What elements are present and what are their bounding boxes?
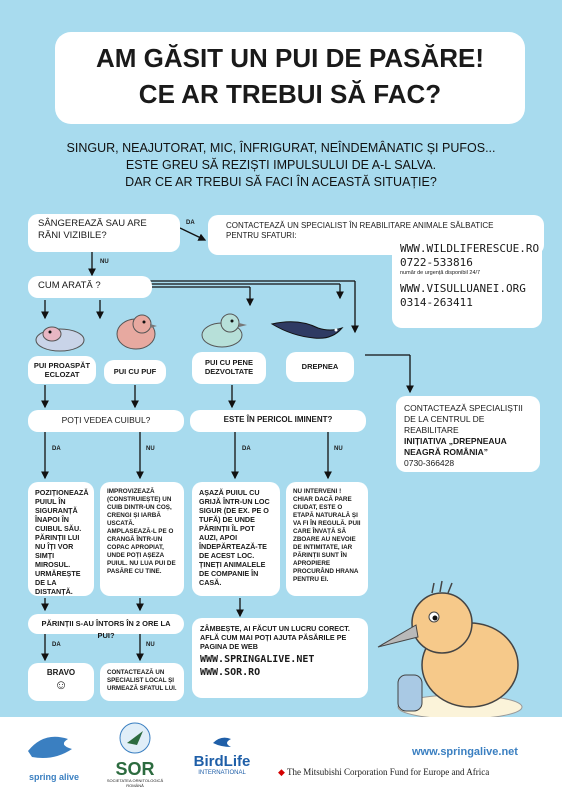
contact-web-2[interactable]: WWW.VISULLUANEI.ORG <box>400 282 526 295</box>
swift-contact-box <box>396 396 540 472</box>
springalive-url[interactable]: www.springalive.net <box>412 746 518 758</box>
danger-no-box <box>286 482 368 596</box>
answer-nu-bleeding: NU <box>100 259 109 265</box>
hatchling-picture <box>30 318 90 354</box>
contact-phone-1: 0722-533816 <box>400 256 473 269</box>
title-box <box>55 32 525 124</box>
springalive-logo[interactable] <box>24 727 84 787</box>
danger-no-text: CHIAR DACĂ PARE CIUDAT, ESTE O ETAPĂ NATURALĂ ȘI VA FI ÎN REGULĂ. PUII CARE ÎNVAȚĂ SĂ ZBOARE AU NEVOIE DE INTIMITATE, IAR PĂRINȚII SUNT ÎN APROPIERE PROCURÂND HRANA PENTRU EI. <box>293 496 361 583</box>
fluffy-chick-picture <box>110 308 162 354</box>
springalive-label: spring alive <box>28 772 80 782</box>
intro-line-2: ESTE GREU SĂ REZIȘTI IMPULSULUI DE A-L SALVA. <box>125 158 437 172</box>
birdlife-logo[interactable] <box>192 733 252 793</box>
swift-phone: 0730-366428 <box>404 458 455 468</box>
mitsubishi-icon: ◆ <box>278 767 285 777</box>
mitsubishi-credit <box>278 767 562 778</box>
answer-nu-parents: NU <box>146 642 155 648</box>
contact-web-1[interactable]: WWW.WILDLIFERESCUE.RO <box>400 242 540 255</box>
swift-contact-line: CONTACTEAZĂ SPECIALIȘTII DE LA CENTRUL DE REABILITARE <box>404 403 523 435</box>
type-hatchling: PUI PROASPĂT ECLOZAT <box>28 356 96 384</box>
bird-illustration <box>360 575 560 720</box>
danger-no-title: NU INTERVENI ! <box>293 488 342 495</box>
parents-no-box: CONTACTEAZĂ UN SPECIALIST LOCAL ȘI URMEAZĂ SFATUL LUI. <box>100 663 184 701</box>
type-swift: DREPNEA <box>286 352 354 382</box>
answer-nu-danger: NU <box>334 446 343 452</box>
smile-text: ZÂMBEȘTE, AI FĂCUT UN LUCRU CORECT. AFLĂ CUM MAI POȚI AJUTA PĂSĂRILE PE PAGINA DE WEB <box>200 624 350 651</box>
answer-nu-nest: NU <box>146 446 155 452</box>
sor-label: SOR <box>115 759 155 779</box>
contact-text: CONTACTEAZĂ UN SPECIALIST ÎN REABILITARE ANIMALE SĂLBATICE PENTRU SFATURI: <box>226 221 494 240</box>
title-line-2: CE AR TREBUI SĂ FAC? <box>138 79 442 109</box>
answer-da-parents: DA <box>52 642 61 648</box>
type-feathered: PUI CU PENE DEZVOLTATE <box>192 352 266 384</box>
mitsubishi-text: The Mitsubishi Corporation Fund for Europe and Africa <box>287 767 490 777</box>
swift-picture <box>268 310 348 350</box>
intro-line-1: SINGUR, NEAJUTORAT, MIC, ÎNFRIGURAT, NEÎNDEMÂNATIC ȘI PUFOS... <box>66 141 496 155</box>
feathered-chick-picture <box>196 305 250 351</box>
title-line-1: AM GĂSIT UN PUI DE PASĂRE! <box>95 43 485 73</box>
nest-no-box: IMPROVIZEAZĂ (CONSTRUIEȘTE) UN CUIB DINTR-UN COȘ, CRENGI ȘI IARBĂ USCATĂ. AMPLASEAZĂ-L PE O CRANGĂ ÎNTR-UN COPAC APROPIAT, UNDE POȚI AȘEZA PUIUL. NU LUA PUI DE PASĂRE CU TINE. <box>100 482 184 596</box>
question-parents: PĂRINȚII S-AU ÎNTORS ÎN 2 ORE LA PUI? <box>28 614 184 634</box>
bravo-box <box>28 663 94 701</box>
type-fluffy: PUI CU PUF <box>104 360 166 384</box>
footer <box>0 717 562 800</box>
smile-box <box>192 618 368 698</box>
intro-text <box>30 140 532 191</box>
question-bleeding: SÂNGEREAZĂ SAU ARE RĂNI VIZIBILE? <box>28 214 180 252</box>
sor-logo[interactable] <box>100 721 170 795</box>
bravo-text: BRAVO <box>46 668 76 677</box>
nest-yes-box: POZIȚIONEAZĂ PUIUL ÎN SIGURANȚĂ ÎNAPOI ÎN CUIBUL SĂU. PĂRINȚII LUI NU ÎȚI VOR SIMȚI MIROSUL. URMĂREȘTE DE LA DISTANȚĂ. <box>28 482 94 596</box>
answer-da-bleeding: DA <box>186 220 195 226</box>
smile-web-2[interactable]: WWW.SOR.RO <box>200 667 261 678</box>
birdlife-subtitle: INTERNATIONAL <box>198 770 246 776</box>
sor-subtitle: SOCIETATEA ORNITOLOGICĂ ROMÂNĂ <box>106 778 164 788</box>
answer-da-danger: DA <box>242 446 251 452</box>
intro-line-3: DAR CE AR TREBUI SĂ FACI ÎN ACEASTĂ SITUAȚIE? <box>125 175 437 189</box>
contact-details <box>392 236 542 328</box>
question-look: CUM ARATĂ ? <box>28 276 152 298</box>
smile-web-1[interactable]: WWW.SPRINGALIVE.NET <box>200 654 315 665</box>
danger-yes-box: AȘAZĂ PUIUL CU GRIJĂ ÎNTR-UN LOC SIGUR (DE EX. PE O TUFĂ) DE UNDE PĂRINȚII ÎL POT AUZI, APOI ÎNDEPĂRTEAZĂ-TE DE ACEST LOC. ȚINEȚI ANIMALELE DE COMPANIE ÎN CASĂ. <box>192 482 280 596</box>
swift-initiative: INIȚIATIVA „DREPNEAUA NEAGRĂ ROMÂNIA” <box>404 436 507 457</box>
question-danger: ESTE ÎN PERICOL IMINENT? <box>190 410 366 432</box>
question-nest: POȚI VEDEA CUIBUL? <box>28 410 184 432</box>
contact-phone-2: 0314-263411 <box>400 296 473 309</box>
answer-da-nest: DA <box>52 446 61 452</box>
birdlife-label: BirdLife <box>193 753 251 770</box>
smiley-icon: ☺ <box>54 677 68 692</box>
contact-note: număr de urgență disponibil 24/7 <box>400 270 481 276</box>
